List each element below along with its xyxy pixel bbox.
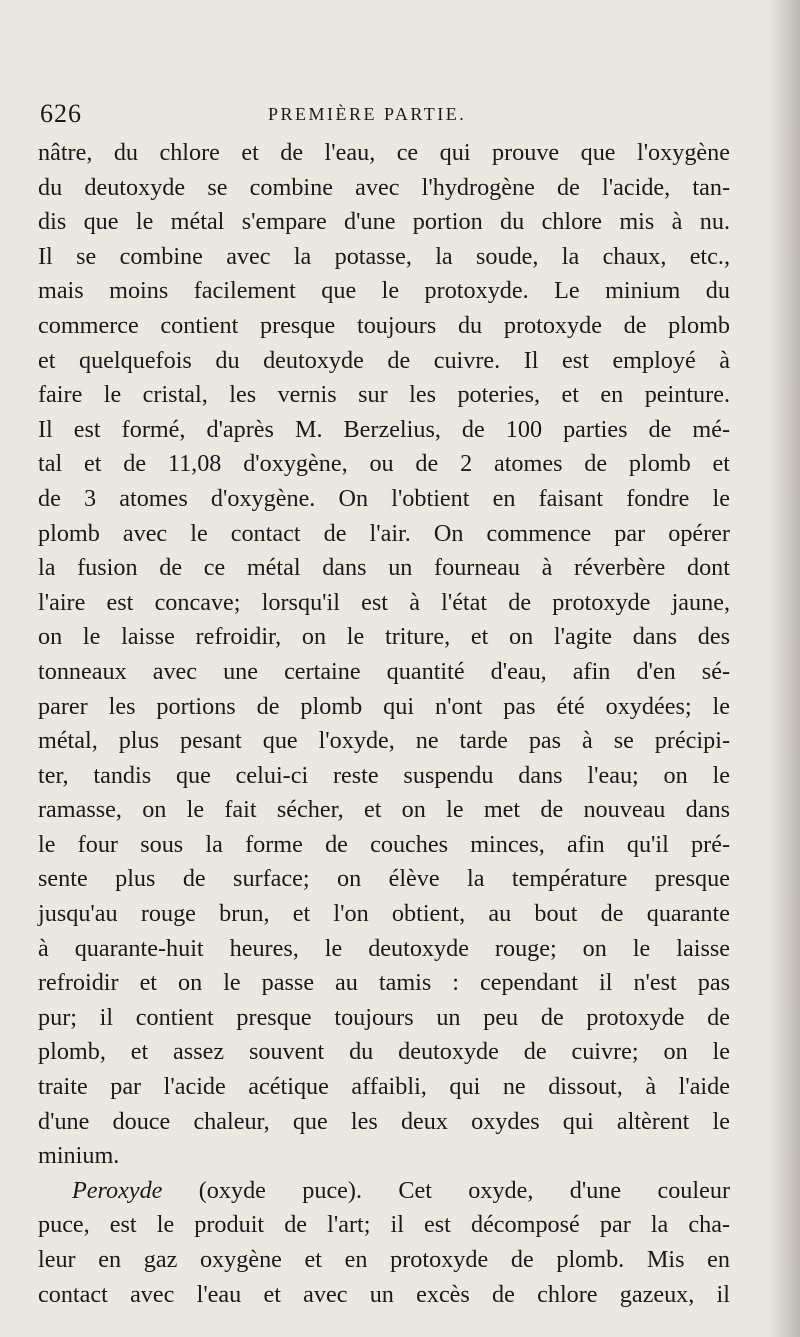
text-line: ramasse, on le fait sécher, et on le met de nouveau dans <box>38 796 730 824</box>
paragraph-end-line: minium. <box>38 1142 120 1170</box>
running-title: PREMIÈRE PARTIE. <box>268 104 467 124</box>
section-term: Peroxyde <box>72 1176 163 1204</box>
text-line: refroidir et on le passe au tamis : cependant il n'est pas <box>38 969 730 997</box>
text-line: mais moins facilement que le protoxyde. Le minium du <box>38 277 730 305</box>
text-line: puce, est le produit de l'art; il est décomposé par la cha- <box>38 1211 730 1239</box>
text-line: nâtre, du chlore et de l'eau, ce qui prouve que l'oxygène <box>38 139 730 166</box>
text-line: le four sous la forme de couches minces, afin qu'il pré- <box>38 830 730 858</box>
text-line: à quarante-huit heures, le deutoxyde rouge; on le laisse <box>38 934 730 962</box>
text-line: plomb avec le contact de l'air. On commence par opérer <box>38 519 730 547</box>
text-line: plomb, et assez souvent du deutoxyde de cuivre; on le <box>38 1038 730 1066</box>
section-term-rest: (oxyde puce). Cet oxyde, d'une couleur <box>162 1176 730 1204</box>
text-line: ter, tandis que celui-ci reste suspendu dans l'eau; on le <box>38 761 730 789</box>
text-line: commerce contient presque toujours du protoxyde de plomb <box>38 311 730 339</box>
text-line: pur; il contient presque toujours un peu de protoxyde de <box>38 1003 730 1031</box>
text-line: dis que le métal s'empare d'une portion du chlore mis à nu. <box>38 208 730 236</box>
text-line: contact avec l'eau et avec un excès de chlore gazeux, il <box>38 1280 730 1308</box>
text-line: métal, plus pesant que l'oxyde, ne tarde pas à se précipi- <box>38 727 730 755</box>
text-line: d'une douce chaleur, que les deux oxydes qui altèrent le <box>38 1107 730 1135</box>
text-line: tal et de 11,08 d'oxygène, ou de 2 atomes de plomb et <box>38 450 730 478</box>
text-line: la fusion de ce métal dans un fourneau à réverbère dont <box>38 554 730 582</box>
text-line: de 3 atomes d'oxygène. On l'obtient en faisant fondre le <box>38 484 730 512</box>
text-line: parer les portions de plomb qui n'ont pas été oxydées; le <box>38 692 730 720</box>
text-line: du deutoxyde se combine avec l'hydrogène de l'acide, tan- <box>38 173 730 201</box>
text-line: on le laisse refroidir, on le triture, et on l'agite dans des <box>38 623 730 651</box>
text-line: traite par l'acide acétique affaibli, qui ne dissout, à l'aide <box>38 1073 730 1101</box>
text-line: sente plus de surface; on élève la température presque <box>38 865 730 893</box>
text-line: et quelquefois du deutoxyde de cuivre. Il est employé à <box>38 346 730 374</box>
running-head <box>40 96 560 132</box>
text-line: tonneaux avec une certaine quantité d'eau, afin d'en sé- <box>38 657 730 685</box>
text-line: l'aire est concave; lorsqu'il est à l'état de protoxyde jaune, <box>38 588 730 616</box>
text-line: faire le cristal, les vernis sur les poteries, et en peinture. <box>38 381 730 409</box>
text-line: jusqu'au rouge brun, et l'on obtient, au bout de quarante <box>38 900 730 928</box>
text-line: leur en gaz oxygène et en protoxyde de plomb. Mis en <box>38 1246 730 1273</box>
page-edge-shadow <box>768 0 800 1337</box>
page-number: 626 <box>40 99 82 128</box>
paragraph-start-line <box>38 1174 730 1209</box>
text-line: Il est formé, d'après M. Berzelius, de 100 parties de mé- <box>38 415 730 443</box>
text-line: Il se combine avec la potasse, la soude, la chaux, etc., <box>38 242 730 270</box>
body-text <box>38 136 730 1312</box>
